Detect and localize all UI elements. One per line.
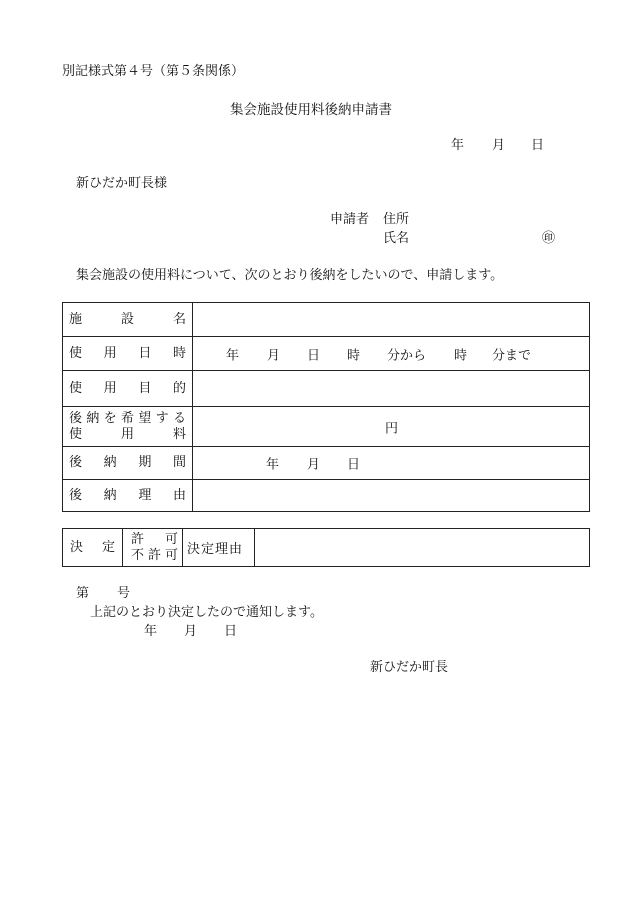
addressee: 新ひだか町長様 [76,176,168,191]
reason-field[interactable] [193,480,590,512]
purpose-label: 使 用 目 的 [63,371,193,407]
row-reason [63,480,590,512]
application-table [62,302,590,512]
document-title: 集会施設使用料後納申請書 [230,102,392,118]
applicant-label: 申請者 [330,212,370,227]
date-day: 日 [531,138,545,153]
seal-mark: ㊞ [542,231,556,246]
decision-table [62,528,590,567]
notice-date-day: 日 [224,624,238,639]
reason-label: 後 納 理 由 [63,480,193,512]
decision-reason-label: 決定理由 [183,529,255,567]
datetime-field[interactable]: 年 月 日 時 分から 時 分まで [193,337,590,371]
facility-name-label: 施 設 名 [63,303,193,337]
row-fee [63,407,590,447]
period-field[interactable]: 年 月 日 [193,447,590,480]
date-year: 年 [451,138,465,153]
purpose-field[interactable] [193,371,590,407]
notice-date-year: 年 [144,624,158,639]
form-number: 別記様式第４号（第５条関係） [62,64,245,79]
fee-field[interactable]: 円 [193,407,590,447]
approve-option[interactable]: 許 可 [131,531,178,547]
notice-number-dai: 第 [76,586,90,601]
address-label: 住所 [383,212,410,227]
notice-text: 上記のとおり決定したので通知します。 [90,605,323,620]
row-purpose [63,371,590,407]
notice-date-month: 月 [184,624,198,639]
row-period [63,447,590,480]
name-label: 氏名 [383,231,410,246]
decision-label: 決 定 [63,529,123,567]
approve-reject-options [123,529,183,567]
decision-row [63,529,590,567]
intro-text: 集会施設の使用料について、次のとおり後納をしたいので、申請します。 [76,268,504,283]
issuer: 新ひだか町長 [370,660,449,675]
decision-reason-field[interactable] [255,529,590,567]
reject-option[interactable]: 不 許 可 [131,547,178,563]
facility-name-field[interactable] [193,303,590,337]
fee-label: 後 納 を 希 望 す る 使 用 料 [63,407,193,447]
date-month: 月 [492,138,506,153]
datetime-label: 使 用 日 時 [63,337,193,371]
period-label: 後 納 期 間 [63,447,193,480]
row-datetime [63,337,590,371]
row-facility-name [63,303,590,337]
notice-number-go: 号 [117,586,131,601]
